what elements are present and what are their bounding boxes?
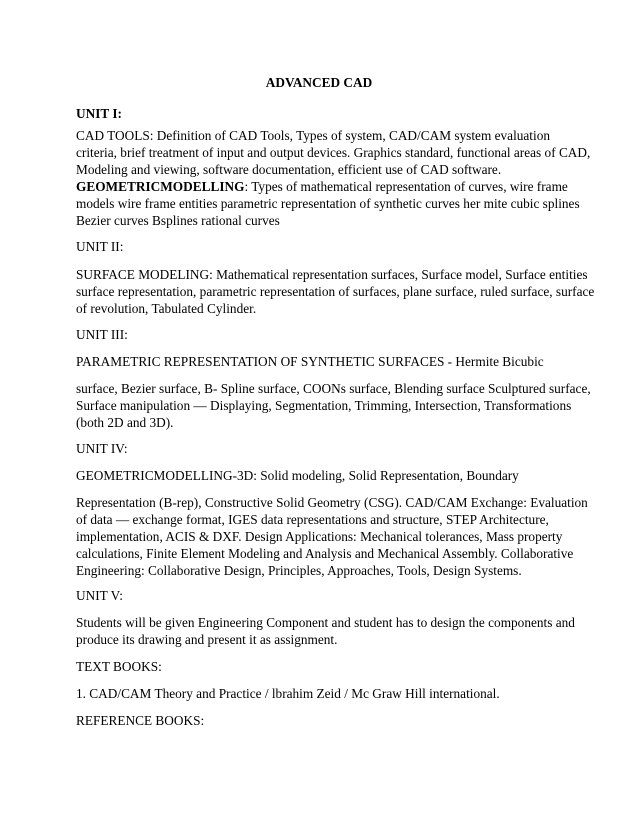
unit-3-line-2: Surface manipulation — Displaying, Segmentation, Trimming, Intersection, Transformations — [76, 398, 572, 413]
unit-5-heading: UNIT V: — [76, 588, 123, 603]
unit-2-paragraph — [76, 266, 595, 317]
unit-5-paragraph — [76, 614, 576, 648]
unit-3-line-1: surface, Bezier surface, B- Spline surface, COONs surface, Blending surface Sculptured surface, — [76, 381, 591, 396]
unit-2-line-3: of revolution, Tabulated Cylinder. — [76, 301, 257, 316]
geometric-modelling-term: GEOMETRICMODELLING — [76, 179, 245, 194]
unit-4-intro: GEOMETRICMODELLING-3D: Solid modeling, Solid Representation, Boundary — [76, 468, 519, 483]
unit-1-paragraph — [76, 127, 591, 229]
unit-2-line-1: SURFACE MODELING: Mathematical representation surfaces, Surface model, Surface entities — [76, 267, 588, 282]
unit-5-line-1: Students will be given Engineering Component and student has to design the components and — [76, 615, 575, 630]
unit-3-paragraph — [76, 380, 591, 431]
text-books-heading: TEXT BOOKS: — [76, 659, 162, 674]
unit-4-line-1: Representation (B-rep), Constructive Solid Geometry (CSG). CAD/CAM Exchange: Evaluation — [76, 495, 588, 510]
unit-2-line-2: surface representation, parametric representation of surfaces, plane surface, ruled surface, surface — [76, 284, 595, 299]
text-book-item-1: 1. CAD/CAM Theory and Practice / lbrahim Zeid / Mc Graw Hill international. — [76, 686, 500, 701]
unit-1-heading: UNIT I: — [76, 106, 122, 121]
unit-4-heading: UNIT IV: — [76, 441, 128, 456]
unit-1-line-2: criteria, brief treatment of input and output devices. Graphics standard, functional areas of CAD, — [76, 145, 591, 160]
unit-1-line-1: CAD TOOLS: Definition of CAD Tools, Types of system, CAD/CAM system evaluation — [76, 128, 550, 143]
unit-3-heading: UNIT III: — [76, 327, 128, 342]
unit-1-line-4 — [76, 178, 576, 195]
unit-3-line-3: (both 2D and 3D). — [76, 415, 174, 430]
unit-1-line-4-rest: : Types of mathematical representation of curves, wire frame — [244, 179, 568, 194]
unit-1-line-6: Bezier curves Bsplines rational curves — [76, 213, 280, 228]
unit-1-line-3: Modeling and viewing, software documentation, efficient use of CAD software. — [76, 162, 502, 177]
unit-3-intro: PARAMETRIC REPRESENTATION OF SYNTHETIC SURFACES - Hermite Bicubic — [76, 354, 544, 369]
unit-4-line-2: of data — exchange format, IGES data representations and structure, STEP Architecture, — [76, 512, 549, 527]
unit-4-line-3: implementation, ACIS & DXF. Design Applications: Mechanical tolerances, Mass property — [76, 529, 563, 544]
unit-4-paragraph — [76, 494, 588, 579]
document-title: ADVANCED CAD — [265, 75, 373, 90]
unit-2-heading: UNIT II: — [76, 239, 124, 254]
unit-5-line-2: produce its drawing and present it as assignment. — [76, 632, 338, 647]
unit-4-line-4: calculations, Finite Element Modeling and Analysis and Mechanical Assembly. Collaborative — [76, 546, 574, 561]
unit-1-line-5: models wire frame entities parametric representation of synthetic curves her mite cubic splines — [76, 196, 580, 211]
unit-4-line-5: Engineering: Collaborative Design, Principles, Approaches, Tools, Design Systems. — [76, 563, 522, 578]
reference-books-heading: REFERENCE BOOKS: — [76, 713, 205, 728]
